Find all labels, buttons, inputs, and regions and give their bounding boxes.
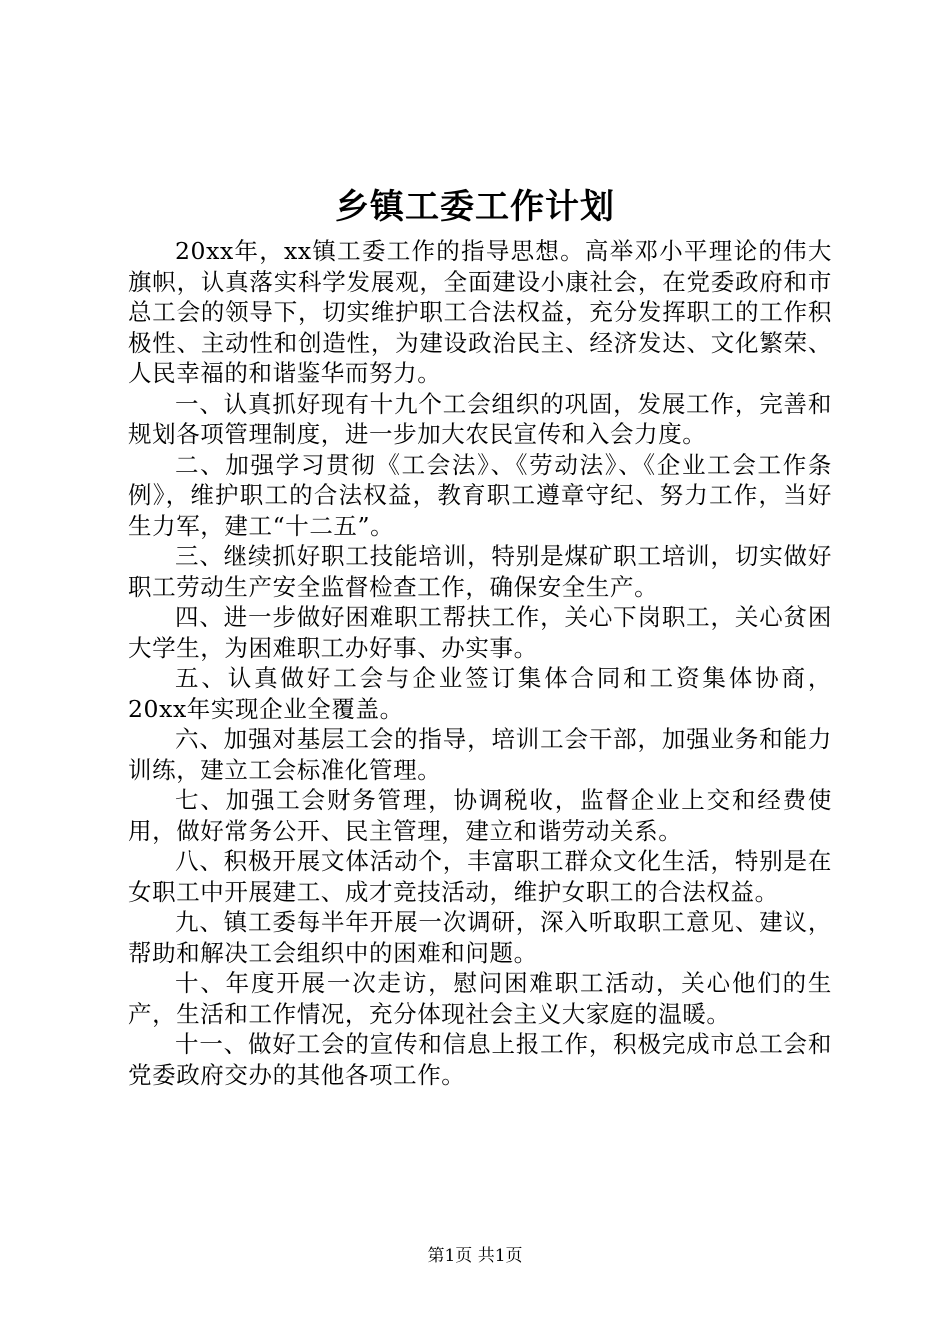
document-body <box>128 236 832 1090</box>
page-footer: 第1页 共1页 <box>427 1246 523 1266</box>
paragraph-item-4: 四、进一步做好困难职工帮扶工作，关心下岗职工，关心贫困大学生，为困难职工办好事、办实事。 <box>128 603 832 662</box>
paragraph-item-5: 五、认真做好工会与企业签订集体合同和工资集体协商，20xx年实现企业全覆盖。 <box>128 664 832 723</box>
paragraph-item-10: 十、年度开展一次走访，慰问困难职工活动，关心他们的生产，生活和工作情况，充分体现社会主义大家庭的温暖。 <box>128 969 832 1028</box>
paragraph-item-3: 三、继续抓好职工技能培训，特别是煤矿职工培训，切实做好职工劳动生产安全监督检查工作，确保安全生产。 <box>128 542 832 601</box>
paragraph-item-11: 十一、做好工会的宣传和信息上报工作，积极完成市总工会和党委政府交办的其他各项工作。 <box>128 1030 832 1089</box>
paragraph-item-7: 七、加强工会财务管理，协调税收，监督企业上交和经费使用，做好常务公开、民主管理，建立和谐劳动关系。 <box>128 786 832 845</box>
paragraph-intro: 20xx年，xx镇工委工作的指导思想。高举邓小平理论的伟大旗帜，认真落实科学发展观，全面建设小康社会，在党委政府和市总工会的领导下，切实维护职工合法权益，充分发挥职工的工作积极性、主动性和创造性，为建设政治民主、经济发达、文化繁荣、人民幸福的和谐鉴华而努力。 <box>128 237 832 387</box>
paragraph-item-6: 六、加强对基层工会的指导，培训工会干部，加强业务和能力训练，建立工会标准化管理。 <box>128 725 832 784</box>
document-title: 乡镇工委工作计划 <box>335 187 615 227</box>
paragraph-item-1: 一、认真抓好现有十九个工会组织的巩固，发展工作，完善和规划各项管理制度，进一步加大农民宣传和入会力度。 <box>128 389 832 448</box>
paragraph-item-8: 八、积极开展文体活动个，丰富职工群众文化生活，特别是在女职工中开展建工、成才竞技活动，维护女职工的合法权益。 <box>128 847 832 906</box>
paragraph-item-9: 九、镇工委每半年开展一次调研，深入听取职工意见、建议，帮助和解决工会组织中的困难和问题。 <box>128 908 832 967</box>
paragraph-item-2: 二、加强学习贯彻《工会法》、《劳动法》、《企业工会工作条例》，维护职工的合法权益，教育职工遵章守纪、努力工作，当好生力军，建工“十二五”。 <box>128 450 832 540</box>
